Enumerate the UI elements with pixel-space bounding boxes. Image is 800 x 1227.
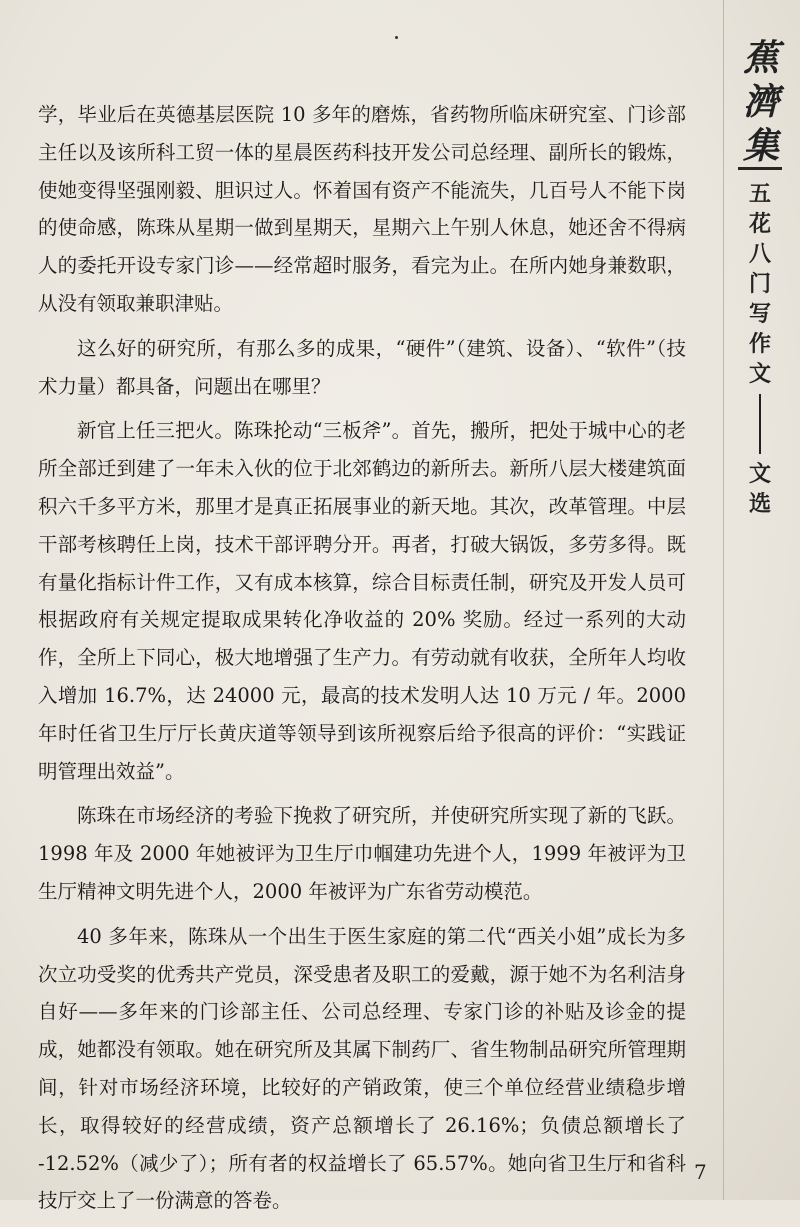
paragraph-1: 学，毕业后在英德基层医院 10 多年的磨炼，省药物所临床研究室、门诊部主任以及该所科工贸一体的星晨医药科技开发公司总经理、副所长的锻炼，使她变得坚强刚毅、胆识过人。怀着国有资产不能流失，几百号人不能下岗的使命感，陈珠从星期一做到星期天，星期六上午别人休息，她还舍不得病人的委托开设专家门诊——经常超时服务，看完为止。在所内她身兼数职，从没有领取兼职津贴。: [38, 103, 686, 315]
subtitle-char: 五: [748, 182, 771, 207]
paragraph-5: 40 多年来，陈珠从一个出生于医生家庭的第二代“西关小姐”成长为多次立功受奖的优秀共产党员，深受患者及职工的爱戴，源于她不为名利洁身自好——多年来的门诊部主任、公司总经理、专家门诊的补贴及诊金的提成，她都没有领取。她在研究所及其属下制药厂、省生物制品研究所管理期间，针对市场经济环境，比较好的产销政策，使三个单位经营业绩稳步增长，取得较好的经营成绩，资产总额增长了 26.16%；负债总额增长了 -12.52%（减少了）；所有者的权益增长了 65.57%。她向省卫生厅和省科技厅交上了一份满意的答卷。: [38, 924, 686, 1213]
margin-divider: [723, 0, 724, 1200]
book-title-char: 濟: [742, 81, 779, 123]
paragraph-4: 陈珠在市场经济的考验下挽救了研究所，并使研究所实现了新的飞跃。1998 年及 2000 年她被评为卫生厅巾帼建功先进个人，1999 年被评为卫生厅精神文明先进个人，2000 年被评为广东省劳动模范。: [38, 804, 686, 903]
book-title-char: 蕉: [742, 37, 779, 79]
subtitle-char: 花: [748, 212, 771, 237]
body-text: [38, 96, 686, 1227]
title-underline: [738, 167, 782, 170]
subtitle-char: 门: [748, 272, 771, 297]
subtitle-char: 文: [748, 362, 771, 387]
subtitle-char: 选: [748, 492, 771, 517]
page-number: 7: [694, 1160, 707, 1184]
subtitle-char: 写: [748, 302, 771, 327]
page-mark: [395, 36, 398, 39]
paragraph-3: 新官上任三把火。陈珠抡动“三板斧”。首先，搬所，把处于城中心的老所全部迁到建了一年未入伙的位于北郊鹤边的新所去。新所八层大楼建筑面积六千多平方米，那里才是真正拓展事业的新天地。其次，改革管理。中层干部考核聘任上岗，技术干部评聘分开。再者，打破大锅饭，多劳多得。既有量化指标计件工作，又有成本核算，综合目标责任制，研究及开发人员可根据政府有关规定提取成果转化净收益的 20% 奖励。经过一系列的大动作，全所上下同心，极大地增强了生产力。有劳动就有收获，全所年人均收入增加 16.7%，达 24000 元，最高的技术发明人达 10 万元 / 年。2000 年时任省卫生厅厅长黄庆道等领导到该所视察后给予很高的评价：“实践证明管理出效益”。: [38, 419, 686, 783]
subtitle-char: 八: [748, 242, 771, 267]
book-title: [733, 36, 789, 168]
subtitle-dash: [759, 394, 761, 454]
subtitle-char: 文: [748, 462, 771, 487]
book-title-char: 集: [742, 125, 779, 167]
paragraph-2: 这么好的研究所，有那么多的成果，“硬件”（建筑、设备）、“软件”（技术力量）都具备，问题出在哪里？: [38, 336, 686, 398]
subtitle-char: 作: [748, 332, 771, 357]
section-subtitle: [740, 180, 780, 520]
